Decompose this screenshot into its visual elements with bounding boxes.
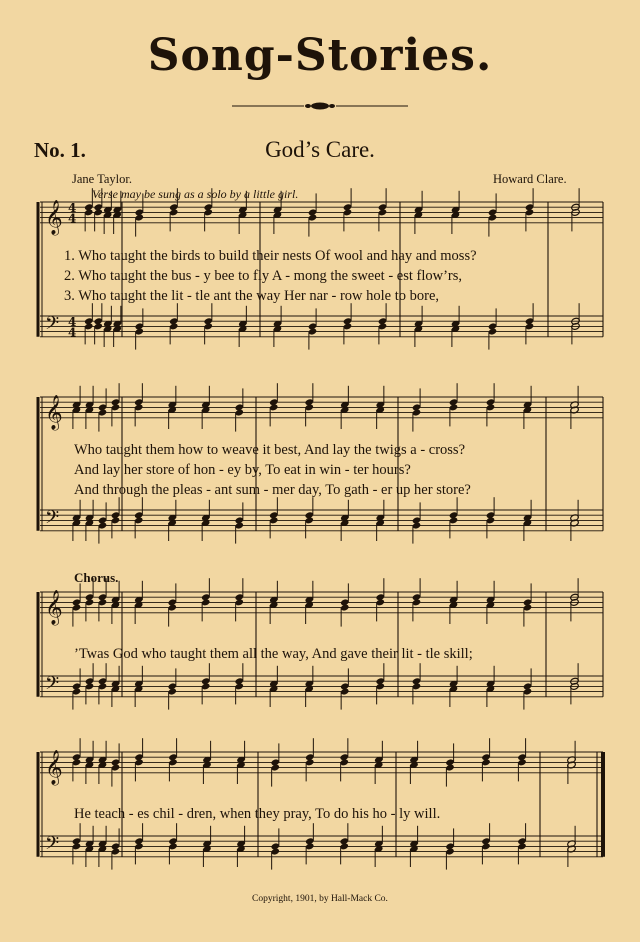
composer-credit: Howard Clare. <box>493 172 567 186</box>
lyric-line-verse3: 3. Who taught the lit - tle ant the way Her nar - row hole to bore, <box>64 288 440 304</box>
bass-clef-icon: 𝄢 <box>45 833 60 859</box>
treble-clef-icon: 𝄞 <box>45 199 63 235</box>
hymn-number: No. 1. <box>34 138 86 162</box>
bass-clef-icon: 𝄢 <box>45 673 60 699</box>
song-title: God’s Care. <box>265 137 375 162</box>
lyric-line-verse1: 1. Who taught the birds to build their nests Of wool and hay and moss? <box>64 248 477 264</box>
lyric-line-verse2: 2. Who taught the bus - y bee to fly A - mong the sweet - est flow’rs, <box>64 268 463 284</box>
chorus-label: Chorus. <box>74 570 119 585</box>
copyright-notice: Copyright, 1901, by Hall-Mack Co. <box>252 894 388 904</box>
lyric-line-verse1-cont: Who taught them how to weave it best, And lay the twigs a - cross? <box>74 442 466 458</box>
lyric-line-chorus1: ’Twas God who taught them all the way, And gave their lit - tle skill; <box>74 646 473 662</box>
bass-clef-icon: 𝄢 <box>45 507 60 533</box>
time-signature-icon: 4 <box>68 325 77 340</box>
author-credit: Jane Taylor. <box>72 172 132 186</box>
time-signature-icon: 4 <box>68 314 77 329</box>
treble-clef-icon: 𝄞 <box>45 589 63 625</box>
lyric-line-verse2-cont: And lay her store of hon - ey by, To eat in win - ter hours? <box>74 462 411 478</box>
time-signature-icon: 4 <box>68 211 77 226</box>
performance-note: Verse may be sung as a solo by a little girl. <box>92 187 299 201</box>
treble-clef-icon: 𝄞 <box>45 394 63 430</box>
treble-clef-icon: 𝄞 <box>45 749 63 785</box>
time-signature-icon: 4 <box>68 200 77 215</box>
page-heading: Song-Stories. <box>147 30 493 81</box>
lyric-line-verse3-cont: And through the pleas - ant sum - mer day, To gath - er up her store? <box>74 482 471 498</box>
lyric-line-chorus2: He teach - es chil - dren, when they pray, To do his ho - ly will. <box>74 806 441 822</box>
bass-clef-icon: 𝄢 <box>45 313 60 339</box>
